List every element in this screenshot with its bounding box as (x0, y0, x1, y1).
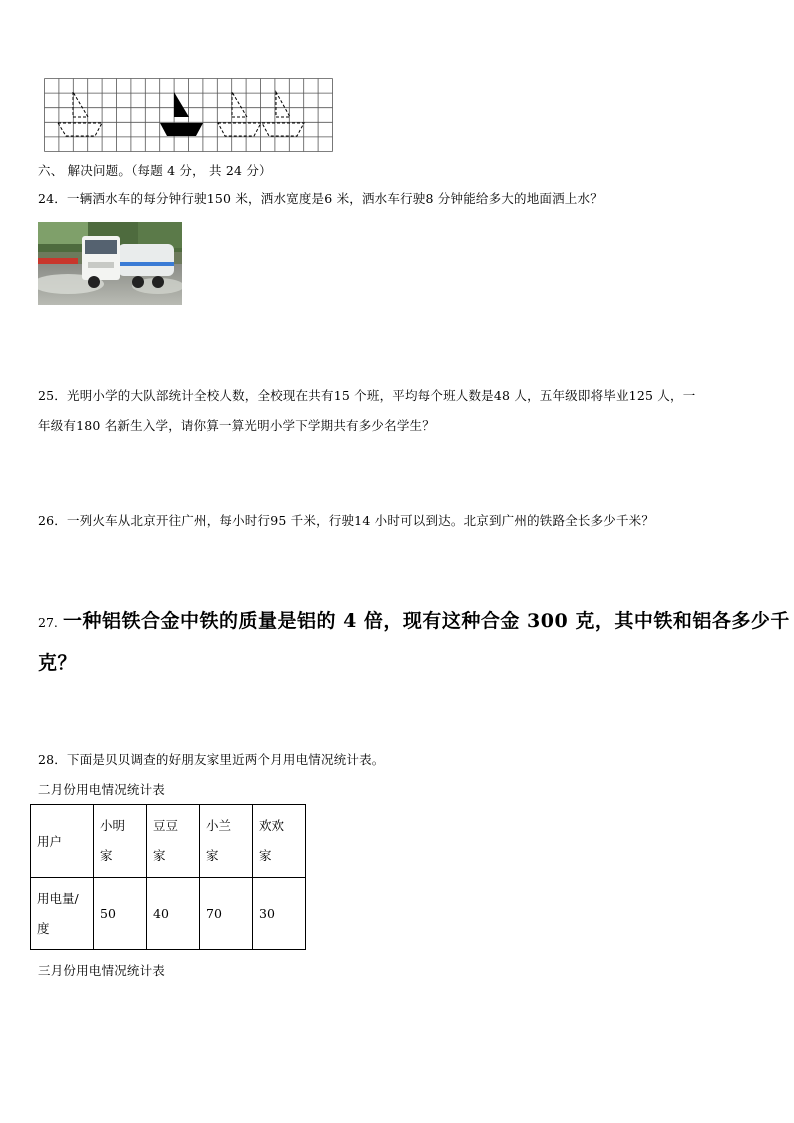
header-cell-xiaoming (94, 805, 147, 878)
header-label: 用户 (37, 834, 63, 849)
row-label-line1: 用电量/ (37, 890, 79, 906)
question-25-line-2: 年级有180 名新生入学，请你算一算光明小学下学期共有多少名学生？ (38, 418, 435, 433)
header-cell-doudou (147, 805, 200, 878)
header-label-cell (31, 805, 94, 878)
row-label-cell (31, 878, 94, 950)
question-28: 28．下面是贝贝调查的好朋友家里近两个月用电情况统计表。 (38, 752, 385, 767)
table-data-row (31, 878, 306, 950)
question-27-line-1 (38, 606, 790, 633)
header-xiaolan-line2: 家 (206, 848, 219, 863)
dashed-boat-2 (218, 92, 261, 136)
header-xiaoming-line2: 家 (100, 848, 113, 863)
boat-translation-grid (44, 78, 334, 154)
question-25-line-1: 25．光明小学的大队部统计全校人数，全校现在共有15 个班，平均每个班人数是48 人，五年级即将毕业125 人，一 (38, 388, 696, 403)
header-doudou-line1: 豆豆 (153, 818, 179, 833)
table-feb-caption: 二月份用电情况统计表 (38, 782, 166, 797)
question-27-text: 一种铝铁合金中铁的质量是铝的 4 倍，现有这种合金 300 克，其中铁和铝各多少千 (62, 610, 790, 632)
header-xiaolan-line1: 小兰 (206, 818, 232, 833)
header-cell-xiaolan (200, 805, 253, 878)
dashed-boat-1 (58, 92, 102, 136)
value-cell-xiaolan: 70 (200, 878, 253, 950)
row-label-line2: 度 (37, 920, 50, 936)
section-six-heading: 六、 解决问题。（每题 4 分， 共 24 分） (38, 163, 272, 178)
dashed-boat-3 (262, 92, 304, 136)
solid-boat (160, 92, 203, 136)
sprinkler-truck-photo (38, 222, 182, 305)
question-27-line-2: 克？ (38, 652, 78, 674)
header-cell-huanhuan (253, 805, 306, 878)
table-header-row (31, 805, 306, 878)
header-huanhuan-line2: 家 (259, 848, 272, 863)
question-26: 26．一列火车从北京开往广州，每小时行95 千米，行驶14 小时可以到达。北京到广州的铁路全长多少千米？ (38, 513, 655, 528)
header-doudou-line2: 家 (153, 848, 166, 863)
value-cell-xiaoming: 50 (94, 878, 147, 950)
question-24: 24．一辆洒水车的每分钟行驶150 米，洒水宽度是6 米，洒水车行驶8 分钟能给多大的地面洒上水？ (38, 191, 603, 206)
table-feb (30, 804, 306, 950)
value-cell-doudou: 40 (147, 878, 200, 950)
header-huanhuan-line1: 欢欢 (259, 818, 285, 833)
table-mar-caption: 三月份用电情况统计表 (38, 963, 166, 978)
header-xiaoming-line1: 小明 (100, 818, 126, 833)
question-27-number: 27. (38, 615, 58, 630)
value-cell-huanhuan: 30 (253, 878, 306, 950)
